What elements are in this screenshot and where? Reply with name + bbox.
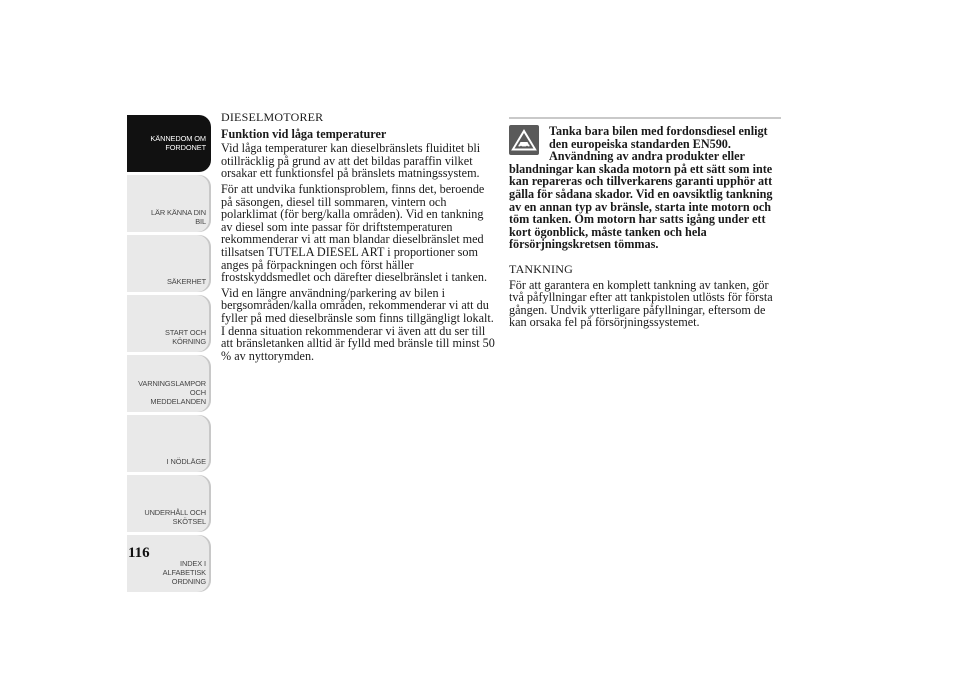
paragraph: För att undvika funktionsproblem, finns det, beroende på säsongen, diesel till sommaren, vintern och polarklimat (för berg/kalla områden). Vid en tankning av diesel som inte passar för driftstemperaturen rekommenderar vi att man blandar dieselbränslet med tillsatsen TUTELA DIESEL ART i proportioner som anges på förpackningen och först häller frostskyddsmedlet och därefter dieselbränslet i tanken. [221, 181, 488, 285]
divider [509, 117, 781, 119]
section-heading: TANKNING [509, 261, 573, 276]
tab-index[interactable]: INDEX I ALFABETISK ORDNING [127, 535, 211, 592]
paragraph: För att garantera en komplett tankning av tanken, gör två påfyllningar efter att tankpistolen utlösts för första gången. Undvik ytterligare påfyllningar, eftersom de kan orsaka fel på försörjningssystemet. [509, 277, 773, 330]
right-column [509, 117, 781, 332]
tab-i-nodlage[interactable]: I NÖDLÄGE [127, 415, 211, 472]
paragraph: Vid låga temperaturer kan dieselbränslets fluiditet bli otillräcklig på grund av att det bildas paraffin vilket orsakar ett funktionsfel på bränslets matningssystem. [221, 141, 481, 181]
tab-kannedom-om-fordonet[interactable]: KÄNNEDOM OM FORDONET [127, 115, 211, 172]
tab-lar-kanna-din-bil[interactable]: LÄR KÄNNA DIN BIL [127, 175, 211, 232]
left-column [221, 111, 495, 365]
section-heading: DIESELMOTORER [221, 110, 324, 124]
page-number: 116 [128, 545, 150, 561]
warning-box [509, 125, 781, 251]
paragraph: Vid en längre användning/parkering av bilen i bergsområden/kalla områden, rekommenderar vi att du fyller på med dieselbränsle som finns tillgängligt lokalt. I denna situation rekommenderar vi även att du ser till att bränsletanken alltid är fylld med bränsle till minst 50 % av nyttorymden. [221, 285, 495, 363]
chapter-sidebar [127, 115, 211, 595]
warning-car-icon [509, 125, 539, 155]
tab-varningslampor[interactable]: VARNINGSLAMPOR OCH MEDDELANDEN [127, 355, 211, 412]
subsection-heading: Funktion vid låga temperaturer [221, 126, 387, 141]
tab-start-och-korning[interactable]: START OCH KÖRNING [127, 295, 211, 352]
warning-text: Tanka bara bilen med fordonsdiesel enligt den europeiska standarden EN590. Användning av andra produkter eller blandningar kan skada motorn på ett sätt som inte kan repareras och tillverkarens garanti upphör att gälla för sådana skador. Vid en oavsiktlig tankning av en annan typ av bränsle, starta inte motorn och töm tanken. Om motorn har satts igång under ett kort ögonblick, måste tanken och hela försörjningskretsen tömmas. [509, 124, 773, 252]
tab-underhall-och-skotsel[interactable]: UNDERHÅLL OCH SKÖTSEL [127, 475, 211, 532]
tab-sakerhet[interactable]: SÄKERHET [127, 235, 211, 292]
